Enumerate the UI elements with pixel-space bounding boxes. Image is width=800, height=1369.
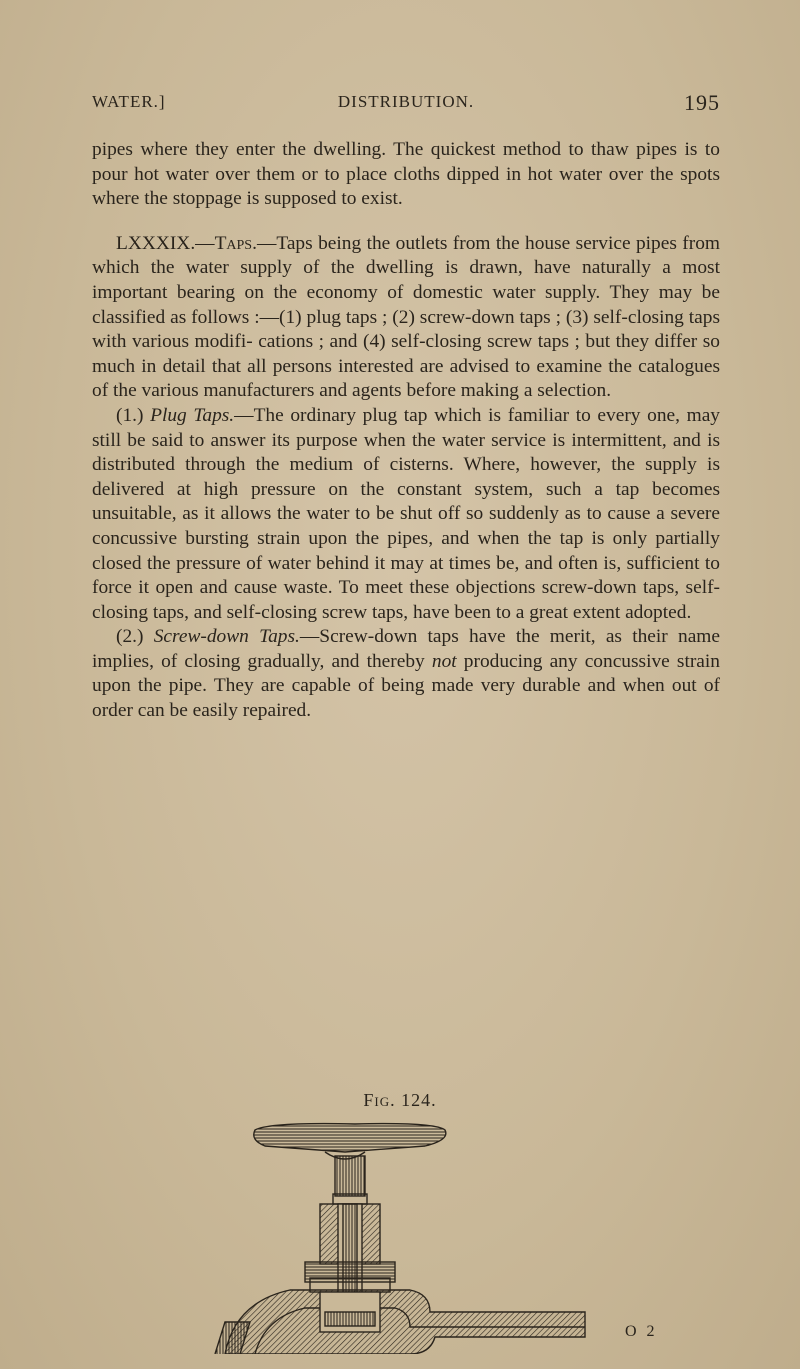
- section-body: —Taps being the outlets from the house service pipes from which the water supply of the dwelling is drawn, have naturally a most important bearing on the economy of domestic water supply. They may be classified as follows :—(1) plug taps ; (2) screw-down taps ; (3) self-closing taps with various modifi- cations ; and (4) self-closing screw taps ; but they differ so much in detail that all persons interested are advised to examine the catalogues of the various manufacturers and agents before making a selection.: [92, 232, 720, 402]
- section-number: LXXXIX.: [116, 232, 196, 254]
- subsection-title: Plug Taps.: [150, 404, 235, 426]
- subsection-number: (1.): [116, 404, 144, 426]
- subsection-number: (2.): [116, 626, 144, 648]
- running-head-section: WATER.]: [92, 92, 166, 111]
- paragraph-plug-taps: [92, 404, 720, 625]
- subsection-body: producing any concussive strain upon the pipe. They are capable of being made very durable and when out of order can be easily repaired.: [92, 650, 720, 722]
- subsection-title: Screw-down Taps.: [153, 626, 300, 648]
- section-title: —Taps.: [195, 232, 257, 254]
- paragraph-screw-down-taps: [92, 625, 720, 723]
- figure-caption: Fig. 124.: [363, 1090, 437, 1110]
- screw-down-tap-illustration: [195, 1122, 595, 1354]
- page-number: 195: [684, 90, 720, 115]
- body-text: [92, 138, 720, 724]
- subsection-body: —The ordinary plug tap which is familiar to every one, may still be said to answer its purpose when the water service is intermittent, and is distributed through the medium of cisterns. Where, however, the supply is delivered at high pressure on the constant system, such a tap becomes unsuitable, as it allows the water to be shut off so suddenly as to cause a severe concussive bursting strain upon the pipes, and when the tap is only partially closed the pressure of water behind it may at times be, and often is, sufficient to force it open and cause waste. To meet these objections screw-down taps, self-closing taps, and self-closing screw taps, have been to a great extent adopted.: [92, 404, 720, 623]
- running-head-chapter: DISTRIBUTION.: [337, 92, 475, 111]
- paragraph-continuation: pipes where they enter the dwelling. The quickest method to thaw pipes is to pour hot water over them or to place cloths dipped in hot water over the spots where the stoppage is supposed to exist.: [92, 139, 720, 210]
- paragraph-taps: [92, 232, 720, 404]
- emphasis-not: not: [431, 650, 457, 672]
- signature-mark: O 2: [625, 1323, 658, 1340]
- running-head: [92, 92, 720, 122]
- subsection-body: —Screw-down taps have the merit, as their name implies, of closing gradually, and thereby: [92, 626, 720, 672]
